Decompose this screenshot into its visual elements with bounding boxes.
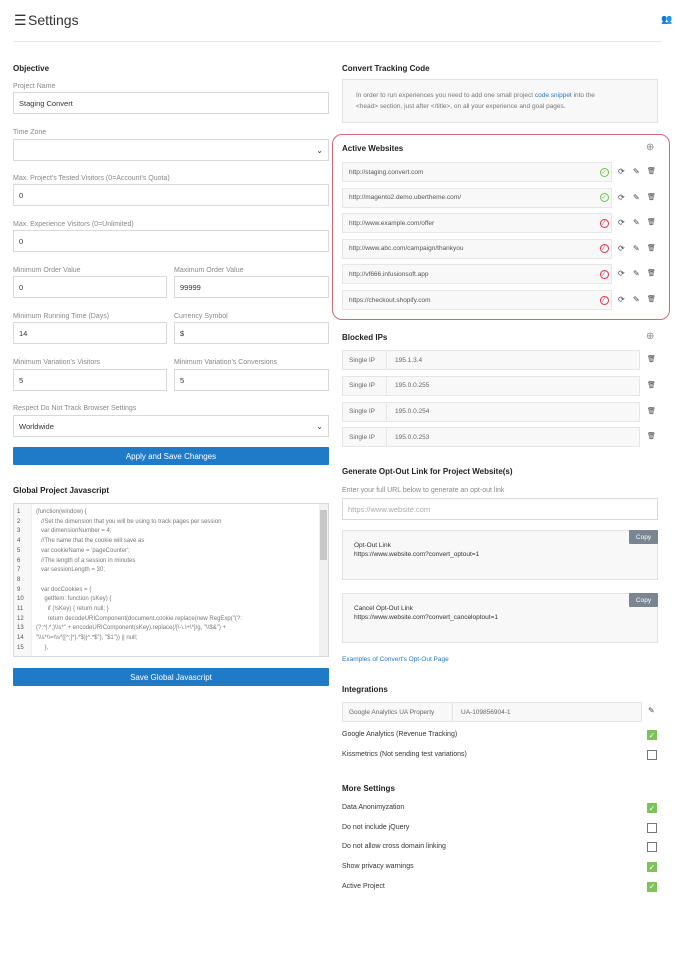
max-tested-input[interactable]: 0 (13, 184, 329, 206)
global-js-editor[interactable] (13, 503, 329, 657)
edit-icon[interactable]: ✎ (633, 269, 640, 279)
blocked-ips-heading: Blocked IPs (342, 333, 388, 342)
setting-label: Google Analytics (Revenue Tracking) (342, 731, 458, 738)
max-tested-label: Max. Project's Tested Visitors (0=Account's Quota) (13, 175, 170, 182)
line-number: 1 (17, 509, 21, 515)
checked-checkbox[interactable]: ✓ (648, 862, 656, 872)
optout-link-url: https://www.website.com?convert_optout=1 (354, 551, 480, 558)
refresh-icon[interactable]: ⟳ (618, 192, 625, 202)
blocked-icon: ⁄ (597, 264, 611, 284)
min-var-visitors-label: Minimum Variation's Visitors (13, 359, 101, 366)
more-settings-heading: More Settings (342, 784, 395, 793)
trash-icon[interactable]: 🗑 (647, 244, 656, 252)
code-line: //The name that the cookie will save as (36, 538, 145, 545)
cancel-optout-box (342, 593, 658, 643)
ip-type: Single IP (343, 403, 387, 421)
cancel-optout-title: Cancel Opt-Out Link (354, 605, 413, 612)
edit-icon[interactable]: ✎ (633, 243, 640, 253)
line-number: 10 (17, 596, 24, 603)
dnt-select[interactable] (13, 415, 329, 437)
blocked-icon: ⁄ (597, 290, 611, 310)
edit-icon[interactable]: ✎ (633, 167, 640, 176)
edit-icon[interactable]: ✎ (633, 295, 640, 304)
line-number: 9 (17, 586, 21, 593)
website-row (342, 239, 612, 259)
dnt-label: Respect Do Not Track Browser Settings (13, 405, 137, 412)
project-name-input[interactable]: Staging Convert (13, 92, 329, 114)
code-line: (?:^|.*;)\\s*" + encodeURIComponent(sKey).replace(/[\-\.\+\*]/g, "\\$&") + (36, 625, 227, 632)
website-url: https://checkout.shopify.com (349, 296, 431, 304)
trash-icon[interactable]: 🗑 (647, 381, 656, 389)
copy-cancel-optout-button[interactable]: Copy (629, 593, 658, 607)
global-js-heading: Global Project Javascript (13, 486, 110, 495)
trash-icon[interactable]: 🗑 (647, 168, 656, 175)
trash-icon[interactable]: 🗑 (647, 407, 656, 415)
apply-save-button[interactable]: Apply and Save Changes (13, 447, 329, 465)
blocked-ip-row (342, 427, 640, 447)
code-line: var dimensionNumber = 4; (36, 528, 112, 535)
tracking-info-box (342, 79, 658, 123)
ip-type: Single IP (343, 377, 387, 395)
refresh-icon[interactable]: ⟳ (618, 167, 625, 176)
optout-heading: Generate Opt-Out Link for Project Website(s) (342, 467, 513, 476)
code-line: getItem: function (sKey) { (36, 596, 112, 603)
currency-input[interactable]: $ (174, 322, 329, 344)
unchecked-checkbox[interactable] (647, 750, 657, 760)
add-ip-icon[interactable]: ⊕ (646, 331, 655, 342)
unchecked-checkbox[interactable] (647, 842, 657, 852)
tracking-text: into the (573, 92, 595, 99)
line-number: 5 (17, 547, 21, 554)
setting-label: Data Anonimyzation (342, 804, 405, 811)
code-line: var sessionLength = 30; (36, 567, 105, 574)
setting-label: Do not include jQuery (342, 823, 410, 831)
time-zone-label: Time Zone (13, 129, 47, 136)
ga-property-label: Google Analytics UA Property (343, 703, 453, 721)
page-header (0, 0, 676, 42)
min-order-label: Minimum Order Value (13, 267, 81, 274)
tracking-heading: Convert Tracking Code (342, 64, 430, 73)
page-title-text: Settings (28, 12, 79, 28)
code-line: //The length of a session in minutes (36, 557, 136, 564)
setting-label: Active Project (342, 882, 385, 890)
line-number: 14 (17, 635, 24, 642)
active-websites-heading: Active Websites (342, 144, 404, 153)
blocked-ip-row (342, 350, 640, 370)
ip-type: Single IP (343, 351, 387, 369)
trash-icon[interactable]: 🗑 (647, 270, 656, 278)
edit-ga-icon[interactable]: ✎ (648, 706, 655, 715)
blocked-ip-row (342, 402, 640, 422)
line-number: 12 (17, 615, 24, 622)
copy-optout-button[interactable]: Copy (629, 530, 658, 544)
website-url: http://www.abc.com/campaign/thankyou (349, 245, 464, 253)
save-global-js-button[interactable]: Save Global Javascript (13, 668, 329, 686)
min-running-label: Minimum Running Time (Days) (13, 313, 110, 320)
blocked-icon: ⁄ (597, 213, 611, 233)
line-number: 8 (17, 576, 21, 583)
website-row (342, 213, 612, 233)
check-circle-icon: ✓ (601, 195, 607, 202)
optout-examples-link[interactable]: Examples of Convert's Opt-Out Page (342, 656, 449, 663)
tracking-text: <head> section, just after </title>, on all your experience and goal pages. (356, 103, 566, 110)
code-line: if (!sKey) { return null; } (36, 606, 109, 612)
max-experience-input[interactable]: 0 (13, 230, 329, 252)
tracking-text: In order to run experiences you need to add one small project (356, 92, 534, 99)
edit-icon[interactable]: ✎ (633, 192, 640, 202)
menu-icon[interactable]: ☰ (14, 12, 27, 28)
ip-address: 195.1.3.4 (395, 356, 423, 364)
trash-icon[interactable]: 🗑 (647, 193, 656, 201)
code-line: var docCookies = { (36, 586, 92, 593)
refresh-icon[interactable]: ⟳ (618, 269, 625, 279)
optout-link-title: Opt-Out Link (354, 542, 391, 549)
editor-scrollbar[interactable] (319, 504, 328, 657)
max-order-input[interactable]: 99999 (174, 276, 329, 298)
edit-icon[interactable]: ✎ (633, 218, 640, 228)
page-title (14, 12, 79, 29)
line-number: 7 (17, 567, 21, 574)
cancel-optout-url: https://www.website.com?convert_canceloptout=1 (354, 614, 498, 621)
line-number: 6 (17, 557, 21, 564)
website-row (342, 290, 612, 310)
trash-icon[interactable]: 🗑 (647, 219, 656, 227)
line-number: 4 (17, 538, 21, 545)
code-line: "\\s*\\=\\s*([^;]*).*$)|^.*$"), "$1")) || null; (36, 635, 138, 642)
code-line: //Set the dimension that you will be using to track pages per session (36, 518, 222, 525)
ip-address: 195.0.0.253 (395, 433, 430, 441)
optout-link-box (342, 530, 658, 580)
trash-icon[interactable]: 🗑 (647, 296, 656, 303)
trash-icon[interactable]: 🗑 (647, 356, 656, 363)
code-line: (function(window) { (36, 509, 87, 515)
website-url: http://magento2.demo.ubertheme.com/ (349, 194, 462, 202)
code-snippet-link[interactable]: code snippet (534, 92, 572, 99)
min-var-conversions-input[interactable]: 5 (174, 369, 329, 391)
checked-checkbox[interactable]: ✓ (648, 730, 656, 740)
ip-address: 195.0.0.254 (395, 408, 430, 416)
line-number: 3 (17, 528, 21, 535)
users-icon[interactable]: 👥 (661, 14, 673, 24)
ga-property-field (342, 702, 642, 722)
line-number: 13 (17, 625, 24, 632)
min-running-input[interactable]: 14 (13, 322, 167, 344)
setting-label: Show privacy warnings (342, 863, 414, 871)
min-order-input[interactable]: 0 (13, 276, 167, 298)
trash-icon[interactable]: 🗑 (647, 433, 656, 441)
header-divider (14, 41, 662, 42)
website-row (342, 188, 612, 208)
website-url: http://vf666.infusionsoft.app (349, 270, 429, 278)
line-number: 11 (17, 606, 24, 612)
blocked-icon: ⁄ (597, 239, 611, 259)
optout-hint: Enter your full URL below to generate an opt-out link (342, 487, 505, 494)
website-url: http://staging.convert.com (349, 168, 424, 176)
ip-address: 195.0.0.255 (395, 382, 430, 390)
max-order-label: Maximum Order Value (174, 267, 244, 274)
chevron-down-icon: ⌄ (316, 421, 323, 431)
add-website-icon[interactable]: ⊕ (646, 142, 655, 153)
chevron-down-icon: ⌄ (316, 145, 323, 155)
setting-label: Kissmetrics (Not sending test variations) (342, 750, 467, 758)
line-number: 15 (17, 644, 24, 651)
refresh-icon[interactable]: ⟳ (618, 218, 625, 228)
refresh-icon[interactable]: ⟳ (618, 243, 625, 253)
code-line: var cookieName = 'pageCounter'; (36, 547, 130, 554)
line-number: 2 (17, 518, 21, 525)
project-name-label: Project Name (13, 83, 56, 90)
min-var-conversions-label: Minimum Variation's Conversions (174, 359, 278, 366)
optout-url-input[interactable]: https://www.website.com (342, 498, 658, 520)
time-zone-select[interactable] (13, 139, 329, 161)
check-circle-icon: ✓ (601, 169, 607, 176)
ga-property-value: UA-109856904-1 (461, 708, 511, 716)
currency-label: Currency Symbol (174, 313, 228, 320)
code-line: return decodeURIComponent(document.cookie.replace(new RegExp("(?: (36, 615, 242, 622)
website-url: http://www.example.com/offer (349, 219, 435, 227)
setting-label: Do not allow cross domain linking (342, 843, 446, 851)
min-var-visitors-input[interactable]: 5 (13, 369, 167, 391)
blocked-ip-row (342, 376, 640, 396)
checked-checkbox[interactable]: ✓ (648, 803, 656, 813)
integrations-heading: Integrations (342, 685, 388, 694)
website-row (342, 162, 612, 182)
objective-heading: Objective (13, 64, 50, 73)
unchecked-checkbox[interactable] (647, 823, 657, 833)
ip-type: Single IP (343, 428, 387, 446)
max-experience-label: Max. Experience Visitors (0=Unlimited) (13, 221, 134, 228)
dnt-value: Worldwide (19, 421, 54, 431)
website-row (342, 264, 612, 284)
checked-checkbox[interactable]: ✓ (648, 882, 656, 892)
code-line: }, (36, 644, 49, 651)
scrollbar-thumb[interactable] (320, 510, 327, 560)
refresh-icon[interactable]: ⟳ (618, 295, 625, 304)
